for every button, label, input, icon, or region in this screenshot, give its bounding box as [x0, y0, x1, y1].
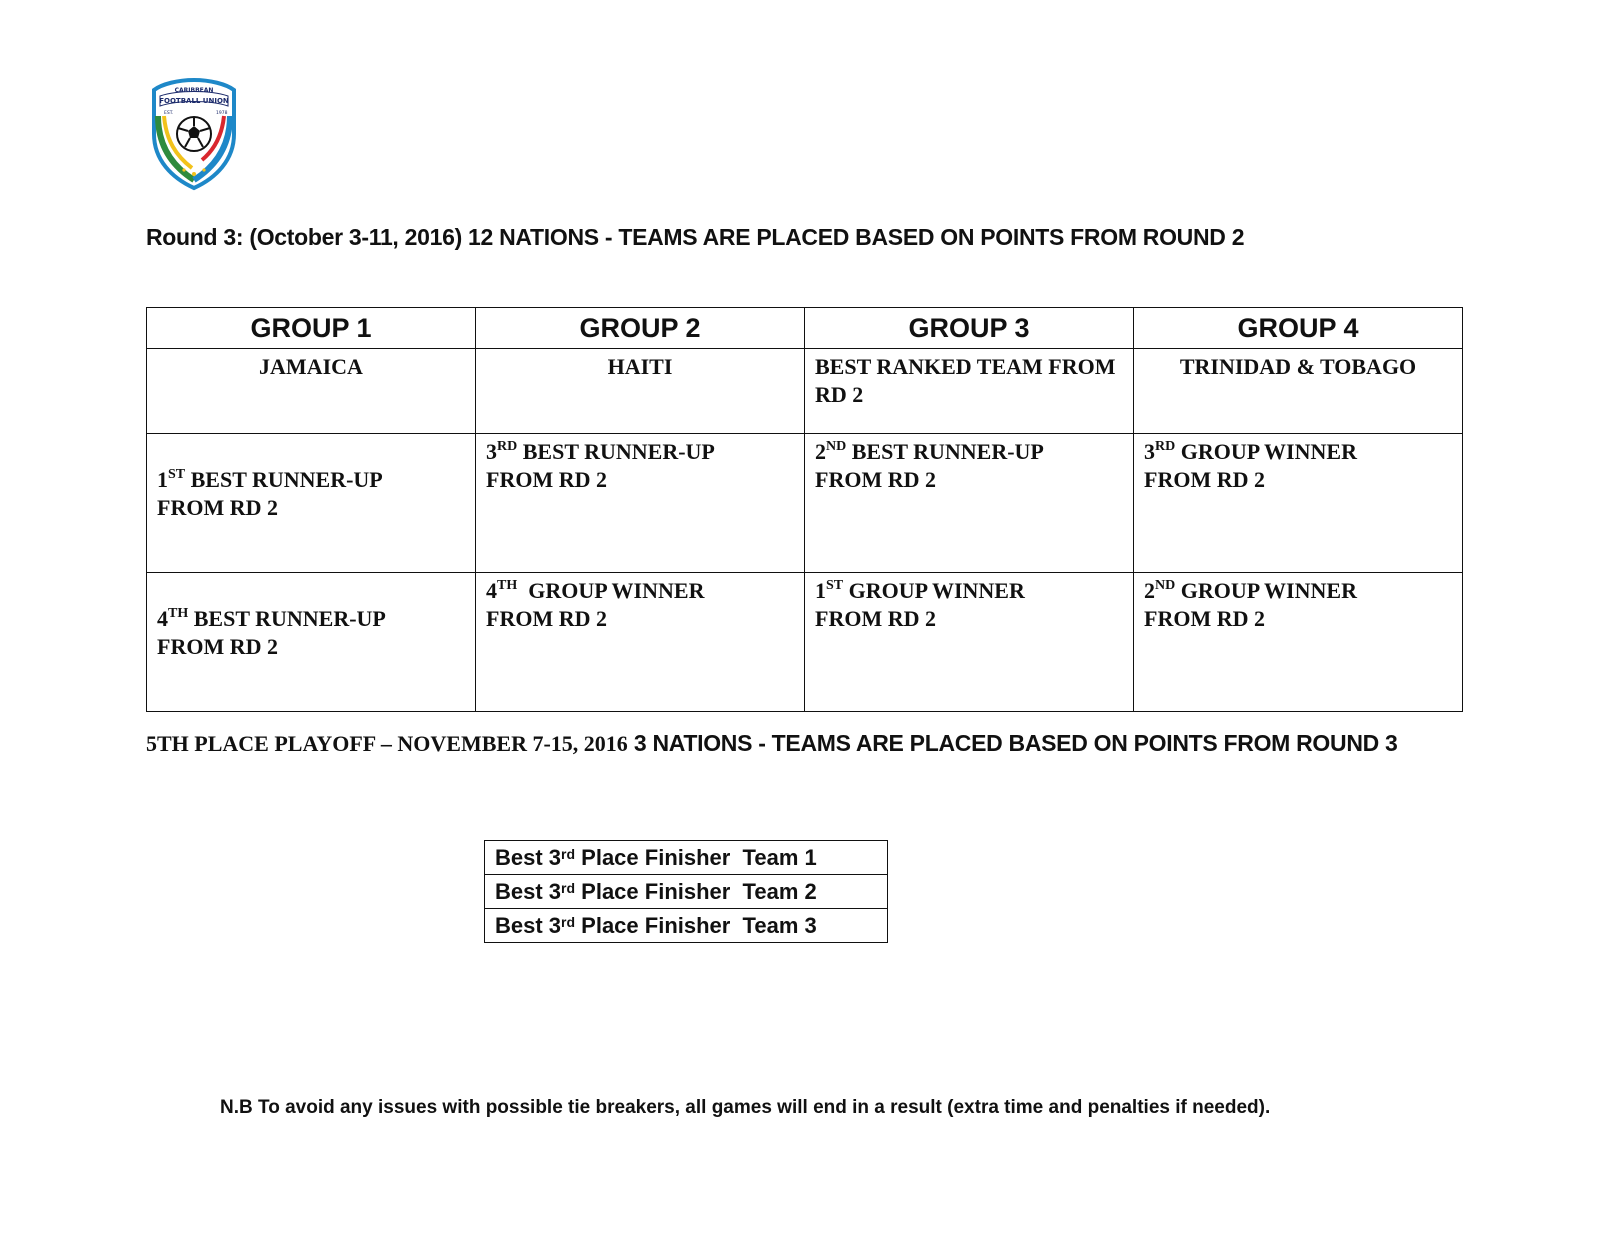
cfu-logo [148, 76, 240, 192]
team-cell: JAMAICA [147, 349, 476, 434]
finisher-cell: Best 3rd Place Finisher Team 2 [485, 875, 888, 909]
group-header: GROUP 3 [805, 308, 1134, 349]
round3-groups-table [146, 307, 1463, 712]
team-cell: 2ND GROUP WINNER FROM RD 2 [1134, 573, 1463, 712]
groups-row [147, 349, 1463, 434]
logo-est: EST. [164, 111, 174, 116]
round3-title: Round 3: (October 3-11, 2016) 12 NATIONS - TEAMS ARE PLACED BASED ON POINTS FROM ROUND 2 [146, 224, 1245, 250]
finisher-cell: Best 3rd Place Finisher Team 1 [485, 841, 888, 875]
group-header: GROUP 4 [1134, 308, 1463, 349]
team-cell: HAITI [476, 349, 805, 434]
group-header: GROUP 1 [147, 308, 476, 349]
cfu-shield-icon [148, 76, 240, 192]
finisher-row [485, 875, 888, 909]
team-cell: 1ST GROUP WINNER FROM RD 2 [805, 573, 1134, 712]
group-header: GROUP 2 [476, 308, 805, 349]
team-cell: 1ST BEST RUNNER-UP FROM RD 2 [147, 434, 476, 573]
team-cell: 4TH GROUP WINNER FROM RD 2 [476, 573, 805, 712]
playoff-finishers-table [484, 840, 888, 943]
team-cell: TRINIDAD & TOBAGO [1134, 349, 1463, 434]
finisher-cell: Best 3rd Place Finisher Team 3 [485, 909, 888, 943]
tie-breaker-note: N.B To avoid any issues with possible tie breakers, all games will end in a result (extra time and penalties if needed). [220, 1097, 1271, 1118]
team-cell: BEST RANKED TEAM FROM RD 2 [805, 349, 1134, 434]
team-cell: 2ND BEST RUNNER-UP FROM RD 2 [805, 434, 1134, 573]
logo-text-mid: FOOTBALL UNION [159, 97, 229, 105]
finisher-row [485, 841, 888, 875]
team-cell: 4TH BEST RUNNER-UP FROM RD 2 [147, 573, 476, 712]
team-cell: 3RD BEST RUNNER-UP FROM RD 2 [476, 434, 805, 573]
team-cell: 3RD GROUP WINNER FROM RD 2 [1134, 434, 1463, 573]
finisher-row [485, 909, 888, 943]
groups-row [147, 434, 1463, 573]
groups-row [147, 573, 1463, 712]
playoff-title: 5TH PLACE PLAYOFF – NOVEMBER 7-15, 2016 3 NATIONS - TEAMS ARE PLACED BASED ON POINTS FROM ROUND 3 [146, 730, 1398, 756]
logo-year: 1978 [216, 111, 228, 116]
groups-header-row [147, 308, 1463, 349]
logo-text-top: CARIBBEAN [174, 87, 214, 94]
